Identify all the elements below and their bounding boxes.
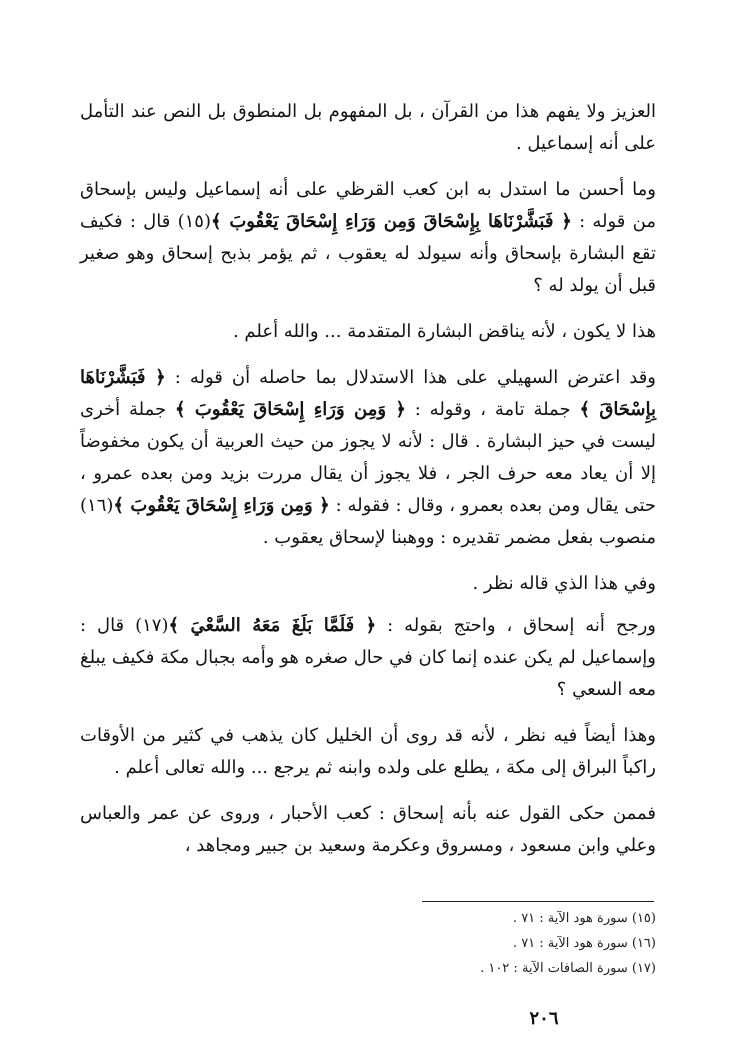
paragraph-3-text: هذا لا يكون ، لأنه يناقض البشارة المتقدمة ... والله أعلم . bbox=[232, 321, 656, 342]
paragraph-6-text-a: ورجح أنه إسحاق ، واحتج بقوله : bbox=[387, 615, 656, 636]
footnotes bbox=[400, 906, 656, 981]
footnote-ref-15: (١٥) bbox=[177, 211, 211, 232]
paragraph-4-text-b: جملة تامة ، وقوله : bbox=[414, 399, 571, 420]
quran-quote-wa-min-wara: ﴿ وَمِن وَرَاءِ إِسْحَاقَ يَعْقُوبَ ﴾ bbox=[174, 399, 406, 420]
page-body bbox=[80, 96, 656, 876]
paragraph-4 bbox=[80, 362, 656, 554]
paragraph-2-text-a: وما أحسن ما استدل به ابن كعب القرظي على أنه إسماعيل وليس بإسحاق من قوله : bbox=[80, 179, 656, 232]
footnote-16: (١٦) سورة هود الآية : ٧١ . bbox=[512, 936, 656, 951]
paragraph-8-text: فممن حكى القول عنه بأنه إسحاق : كعب الأحبار ، وروى عن عمر والعباس وعلي وابن مسعود ، ومسروق وعكرمة وسعيد بن جبير ومجاهد ، bbox=[80, 803, 656, 856]
paragraph-2-text-b: قال : فكيف تقع البشارة بإسحاق وأنه سيولد له يعقوب ، ثم يؤمر بذبح إسحاق وهو صغير قبل أن يولد له ؟ bbox=[80, 211, 656, 296]
footnote-15: (١٥) سورة هود الآية : ٧١ . bbox=[512, 911, 656, 926]
paragraph-3 bbox=[80, 316, 656, 348]
paragraph-5 bbox=[80, 568, 656, 600]
quran-quote-bashshara: ﴿ فَبَشَّرْنَاهَا بِإِسْحَاقَ ﴾ bbox=[80, 367, 656, 420]
paragraph-4-text-d: منصوب بفعل مضمر تقديره : ووهبنا لإسحاق يعقوب . bbox=[262, 527, 656, 548]
paragraph-4-text-c: جملة أخرى ليست في حيز البشارة . قال : لأنه لا يجوز من حيث العربية أن يكون مخفوضاً إلا أن يعاد معه حرف الجر ، فلا يجوز أن يقال مررت بزيد ومن بعده عمرو ، حتى يقال ومن بعده بعمرو ، وقال : فقوله : bbox=[80, 399, 656, 516]
footnote-ref-17: (١٧) bbox=[135, 615, 169, 636]
paragraph-5-text: وفي هذا الذي قاله نظر . bbox=[472, 573, 656, 594]
page-number: ٢٠٦ bbox=[529, 1008, 559, 1029]
paragraph-1 bbox=[80, 96, 656, 160]
paragraph-4-text-a: وقد اعترض السهيلي على هذا الاستدلال بما حاصله أن قوله : bbox=[174, 367, 656, 388]
paragraph-1-text: العزيز ولا يفهم هذا من القرآن ، بل المفهوم بل المنطوق بل النص عند التأمل على أنه إسماعيل . bbox=[80, 101, 656, 154]
quran-quote-16: ﴿ وَمِن وَرَاءِ إِسْحَاقَ يَعْقُوبَ ﴾ bbox=[113, 495, 330, 516]
paragraph-6 bbox=[80, 610, 656, 706]
footnote-17: (١٧) سورة الصافات الآية : ١٠٢ . bbox=[480, 961, 656, 976]
paragraph-2 bbox=[80, 174, 656, 302]
paragraph-6-text-b: قال : وإسماعيل لم يكن عنده إنما كان في حال صغره هو وأمه بجبال مكة فكيف يبلغ معه السعي ؟ bbox=[80, 615, 656, 700]
paragraph-8 bbox=[80, 798, 656, 862]
paragraph-7-text: وهذا أيضاً فيه نظر ، لأنه قد روى أن الخليل كان يذهب في كثير من الأوقات راكباً البراق إلى مكة ، يطلع على ولده وابنه ثم يرجع ... والله تعالى أعلم . bbox=[80, 725, 656, 778]
footnotes-divider bbox=[422, 901, 654, 902]
paragraph-7 bbox=[80, 720, 656, 784]
footnote-ref-16: (١٦) bbox=[80, 495, 114, 516]
quran-quote-15: ﴿ فَبَشَّرْنَاهَا بِإِسْحَاقَ وَمِن وَرَاءِ إِسْحَاقَ يَعْقُوبَ ﴾ bbox=[210, 211, 572, 232]
quran-quote-17: ﴿ فَلَمَّا بَلَغَ مَعَهُ السَّعْيَ ﴾ bbox=[168, 615, 377, 636]
